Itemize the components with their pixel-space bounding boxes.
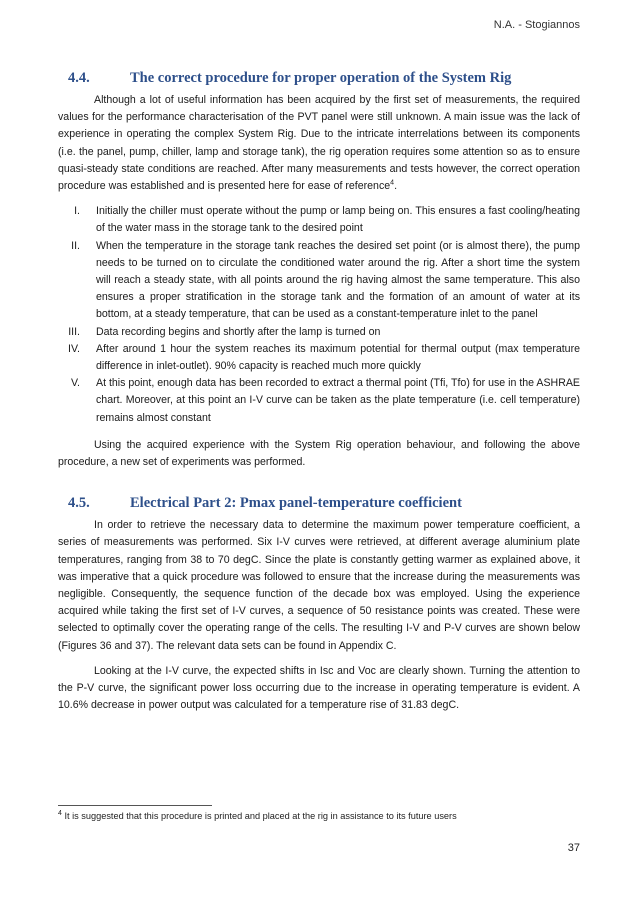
intro-end: . [394, 180, 398, 193]
footnote-reference: 4 [390, 179, 395, 187]
running-header: N.A. - Stogiannos [493, 19, 580, 31]
section-title: The correct procedure for proper operation of the System Rig [130, 70, 512, 86]
procedure-steps [58, 203, 580, 427]
step-text: Data recording begins and shortly after the lamp is turned on [96, 325, 381, 338]
footnote-text: It is suggested that this procedure is printed and placed at the rig in assistance to its future users [61, 811, 457, 821]
section-heading-4-4 [58, 70, 580, 87]
footnote [58, 811, 457, 821]
step-text: After around 1 hour the system reaches its maximum potential for thermal output (max temperature difference in inlet-outlet). 90% capacity is reached much more quickly [96, 342, 580, 373]
step-text: Initially the chiller must operate without the pump or lamp being on. This ensures a fast cooling/heating of the water mass in the storage tank to the desired point [96, 205, 580, 235]
procedure-step [58, 238, 580, 324]
step-text: At this point, enough data has been recorded to extract a thermal point (Tfi, Tfo) for use in the ASHRAE chart. Moreover, at this point an I-V curve can be taken as the plate temperature (i.e. cell temperature) remains almost constant [96, 377, 580, 424]
step-text: When the temperature in the storage tank reaches the desired set point (or is almost there), the pump needs to be turned on to circulate the conditioned water around the rig. After a short time the system will reach a steady state, with all points around the rig having almost the same temperature. This also ensures a proper stratification in the storage tank and the formation of an amount of water at its bottom, at a steady temperature, that can be used as a constant-temperature inlet to the panel [96, 239, 580, 321]
body-paragraph: In order to retrieve the necessary data to determine the maximum power temperature coefficient, a series of measurements was performed. Six I-V curves were retrieved, at different average aluminium plate temperatures, ranging from 38 to 70 degC. Since the plate is constantly getting warmer as explained above, it was imperative that a quick procedure was followed to ensure that the increase during the measurements was negligible. Consequently, the sequence function of the decade box was employed. Using the experience acquired while taking the first set of I-V curves, a sequence of 50 resistance points was created. These were selected to optimally cover the operating range of the cells. The resulting I-V and P-V curves are shown below (Figures 36 and 37). The relevant data sets can be found in Appendix C. [58, 519, 580, 652]
procedure-step [58, 375, 580, 427]
procedure-step [58, 341, 580, 375]
spacer [58, 655, 580, 663]
intro-text: Although a lot of useful information has been acquired by the first set of measurements, the required values for the performance characterisation of the PVT panel were still unknown. A main issue was the lack of experience in operating the complex System Rig. Due to the intricate interrelations between its components (i.e. the panel, pump, chiller, lamp and storage tank), the rig operation requires some attention so as to ensure quasi-steady state conditions are reached. After many measurements and tests however, the correct operation procedure was established and is presented here for ease of reference [58, 94, 580, 193]
step-numeral: V. [70, 377, 80, 390]
step-numeral: III. [68, 325, 80, 338]
step-numeral: IV. [68, 342, 80, 355]
page-number: 37 [567, 842, 580, 854]
section-number: 4.4. [68, 70, 90, 86]
closing-paragraph: Using the acquired experience with the System Rig operation behaviour, and following the above procedure, a new set of experiments was performed. [58, 438, 580, 469]
step-numeral: I. [74, 205, 80, 218]
footnote-marker: 4 [58, 809, 62, 817]
spacer [58, 195, 580, 203]
section-title: Electrical Part 2: Pmax panel-temperature coefficient [130, 495, 462, 512]
procedure-step [58, 203, 580, 237]
intro-paragraph [58, 92, 580, 195]
section-heading-4-5 [58, 495, 580, 512]
step-numeral: II. [71, 239, 80, 252]
footnote-divider [58, 805, 212, 806]
body-paragraph: Looking at the I-V curve, the expected shifts in Isc and Voc are clearly shown. Turning the attention to the P-V curve, the significant power loss occurring due to the increase in operating temperature is evident. A 10.6% decrease in power output was calculated for a temperature rise of 31.83 degC. [58, 664, 580, 712]
section-number: 4.5. [68, 495, 90, 512]
spacer [58, 471, 580, 495]
main-content [58, 70, 580, 715]
procedure-step [58, 324, 580, 341]
